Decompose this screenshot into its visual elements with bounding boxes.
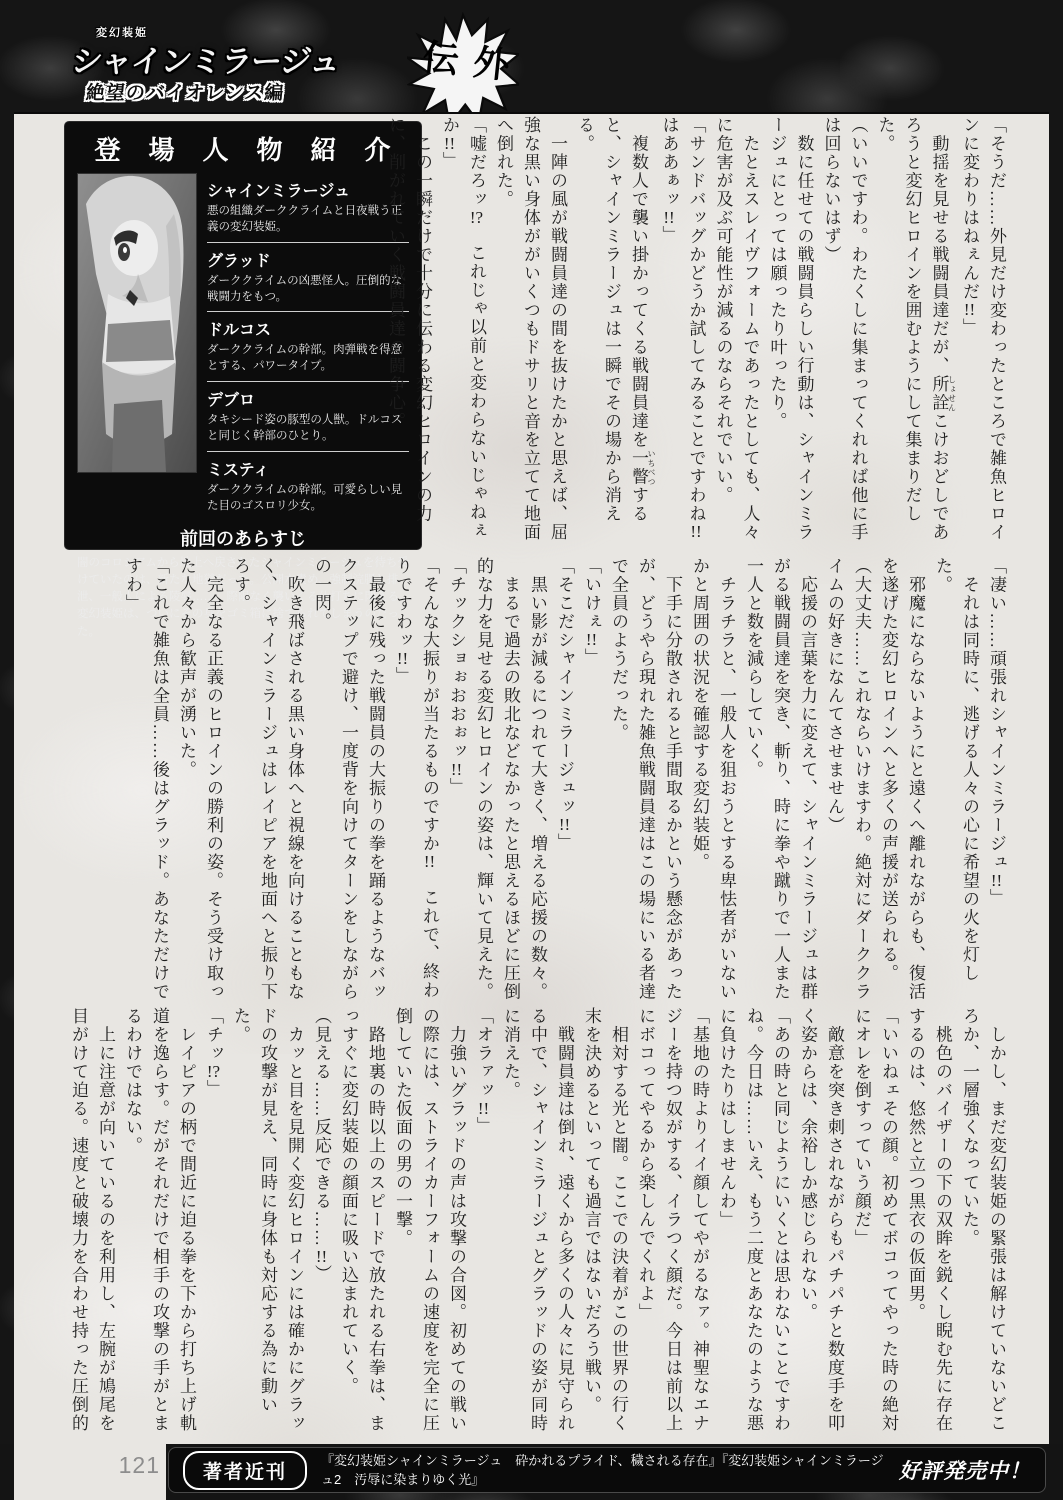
story-paragraph: 「オラァッ!!」 [474,1007,493,1135]
story-paragraph: 戦闘員達は倒れ、遠くから多くの人々に見守られる中で、シャインミラージュとグラッドの姿が同時に消えた。 [501,1007,574,1433]
synopsis-text: 闇のコロシアムから地上へ戻されたシャインミラージュを待ち受けていたのは、新たな地獄だった。公開水責め、強制浣腸と排泄、一般人による陵辱……。際限なく襲いくる仕打ちに悶える変幻装姫は、ついにその身をゴミ箱に捨てられてしまうのだった。 [77,556,410,638]
story-text-block-2 [110,557,1010,1003]
story-paragraph: 相対する光と闇。ここでの決着がこの世界の行く末を決めるといっても過言ではないだろう戦い。 [582,1007,628,1433]
story-paragraph: この一瞬だけで十分に伝わる変幻ヒロインの力に、削がれていく戦闘員達の闘争心。 [386,116,432,523]
logo-title: シャインミラージュ [69,44,343,79]
character-entries [207,173,409,521]
character-description: 悪の組織ダーククライムと日夜戦う正義の変幻装姫。 [207,205,403,233]
story-paragraph: 「チックショぉおおぉッ!!」 [447,557,466,796]
author-works-bar [168,1447,1046,1493]
story-paragraph: 「基地の時よりイイ顔してやがるなァ。神聖なエナジーを持つ奴がする、イラつく顔だ。今日は前以上にボコってやるから楽しんでくれよ」 [636,1007,709,1433]
story-paragraph: 路地裏の時以上のスピードで放たれる右拳は、まっすぐに変幻装姫の顔面に吸い込まれていく。 [339,1007,385,1433]
page-number: 121 [118,1452,160,1478]
story-paragraph: 「凄い……頑張れシャインミラージュ!!」 [987,557,1006,907]
story-paragraph: 最後に残った戦闘員の大振りの拳を踊るようなバックステップで避け、一度背を向けてターンをしながらの一閃。 [312,557,385,1001]
logo-subtitle: 絶望のバイオレンス編 [84,83,286,104]
character-description: ダーククライムの幹部。可愛らしい見た目のゴスロリ少女。 [207,483,403,512]
book-titles: 『変幻装姫シャインミラージュ 砕かれるプライド、穢される存在』『変幻装姫シャインミラージュ2 汚辱に染まりゆく光』 [321,1452,884,1487]
story-paragraph: 応援の言葉を力に変えて、シャインミラージュは群がる戦闘員達を突き、斬り、時に拳や蹴りで一人また一人と数を減らしていく。 [744,557,817,1001]
story-paragraph: 下手に分散されると手間取るかという懸念があったが、どうやら現れた雑魚戦闘員達はこの場にいる者達で全員のようだった。 [609,557,682,1001]
page-number-corner [14,1444,166,1500]
story-paragraph: しかし、まだ変幻装姫の緊張は解けていないどころか、一層強くなっていた。 [960,1007,1006,1433]
character-entry [207,452,409,521]
story-paragraph: 「これで雑魚は全員……後はグラッド。あなただけですわ」 [123,557,169,1001]
logo-kicker: 変幻装姫 [96,27,148,39]
character-name: グラッド [207,252,271,270]
story-paragraph: 「あの時と同じようにいくとは思わないことですわね。今日は……いえ、もう二度とあなたのような悪に負けたりはしませんわ」 [717,1007,790,1433]
story-paragraph: 「チッ!?」 [204,1007,223,1098]
character-name: シャインミラージュ [207,183,351,200]
character-portrait [77,173,197,473]
story-paragraph: 数に任せての戦闘員らしい行動は、シャインミラージュにとっては願ったり叶ったり。 [767,116,814,542]
story-paragraph: 黒い影が減るにつれて大きく、増える応援の数々。 [528,557,547,1001]
story-paragraph: 桃色のバイザーの下の双眸を鋭くし睨む先に存在するのは、悠然と立つ黒衣の仮面男。 [906,1007,952,1433]
story-text-block-1 [386,116,1010,559]
story-paragraph: 「いけぇ!!」 [582,557,601,667]
character-name: デブロ [207,392,256,410]
story-paragraph: 「いいねェその顔。初めてボコってやった時の絶対にオレを倒すっていう顔だ」 [852,1007,898,1433]
recent-works-badge: 著者近刊 [183,1451,307,1490]
character-intro-box [65,122,421,638]
story-text-block-3 [69,1007,1010,1445]
character-entry [207,312,409,382]
character-box-title: 登 場 人 物 紹 介 [94,135,392,165]
story-paragraph: 「そんな大振りが当たるものですか!! これで、終わりですわッ!!」 [393,557,439,1000]
story-paragraph: チラチラと、一般人を狙おうとする卑怯者がいないかと周囲の状況を確認する変幻装姫。 [690,557,736,1001]
character-entry [207,243,409,313]
story-paragraph: 吹き飛ばされる黒い身体へと視線を向けることもなく、シャインミラージュはレイピアを地面へと振り下ろす。 [231,557,304,1001]
story-paragraph: 上に注意が向いているのを利用し、左腕が鳩尾を目がけて迫る。速度と破壊力を合わせ持った圧倒的 [69,1007,115,1433]
story-paragraph: （いいですわ。わたくしに集まってくれれば他に手は回らないはず） [821,116,868,542]
story-paragraph: 「サンドバッグかどうか試してみることですわね!! はああぁッ!!」 [659,116,706,559]
story-paragraph: 複数人で襲い掛かってくる戦闘員達を一瞥 いちべつすると、シャインミラージュは一瞬でその場から消える。 [575,116,656,523]
story-paragraph: レイピアの柄で間近に迫る拳を下から打ち上げ軌道を逸らす。だがそれだけで相手の攻撃の手がとまるわけではない。 [123,1007,196,1433]
story-paragraph: 邪魔にならないようにと遠くへ離れながらも、復活を遂げた変幻ヒロインへと多くの声援が送られる。 [879,557,925,1001]
story-paragraph: それは同時に、逃げる人々の心に希望の火を灯した。 [933,557,979,983]
story-paragraph: 敵意を突き刺されながらもパチパチと数度手を叩く姿からは、余裕しか感じられない。 [798,1007,844,1433]
story-paragraph: たとえスレイヴフォームであったとしても、人々に危害が及ぶ可能性が減るのならそれでいい。 [713,116,760,542]
story-paragraph: 「そこだシャインミラージュッ!!」 [555,557,574,852]
story-paragraph: まるで過去の敗北などなかったと思えるほどに圧倒的な力を見せる変幻ヒロインの姿は、輝いて見えた。 [474,557,520,1001]
story-paragraph: 完全なる正義のヒロインの勝利の姿。そう受け取った人々から歓声が湧いた。 [177,557,223,1001]
character-description: タキシード姿の豚型の人獣。ドルコスと同じく幹部のひとり。 [207,414,403,443]
story-paragraph: 「そうだ……外見だけ変わったところで雑魚ヒロインに変わりはねぇんだ!!」 [960,116,1006,542]
character-name: ミスティ [207,461,270,479]
story-paragraph: 動揺を見せる戦闘員達だが、所詮 しょせんこけおどしであろうと変幻ヒロインを囲むようにして集まりだした。 [875,116,957,542]
story-paragraph: 「嘘だろッ!? これじゃ以前と変わらないじゃねぇか!!」 [440,116,486,540]
gaiden-badge-label: 外伝 [416,36,512,79]
series-logo [69,27,512,112]
character-entry [207,382,409,452]
character-description: ダーククライムの凶悪怪人。圧倒的な戦闘力をもつ。 [207,274,403,303]
story-paragraph: カッと目を見開く変幻ヒロインには確かにグラッドの攻撃が見え、同時に身体も対応する為に動いた。 [231,1007,304,1433]
on-sale-label: 好評発売中！ [899,1460,1031,1483]
character-description: ダーククライムの幹部。肉弾戦を得意とする、パワータイプ。 [207,344,403,373]
synopsis-title: 前回のあらすじ [180,528,306,549]
story-paragraph: （見える……反応できる……!!） [312,1007,331,1283]
character-entry [207,173,409,243]
story-paragraph: 力強いグラッドの声は攻撃の合図。初めての戦いの際には、ストライカーフォームの速度を完全に圧倒していた仮面の男の一撃。 [393,1007,466,1433]
story-paragraph: （大丈夫……これならいけますわ。絶対にダーククライムの好きになんてさせません） [825,557,871,1001]
character-name: ドルコス [207,322,272,340]
story-paragraph: 一陣の風が戦闘員達の間を抜けたかと思えば、屈強な黒い身体ががいくつもドサリと音を立てて地面へ倒れた。 [494,116,567,542]
